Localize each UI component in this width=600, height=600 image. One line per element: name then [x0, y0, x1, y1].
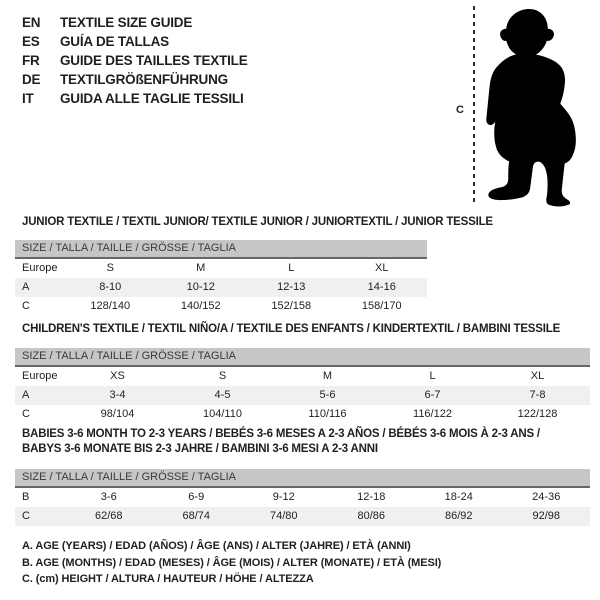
table-row-height: [15, 405, 590, 424]
row-label: Europe: [22, 370, 58, 382]
table-cell: 9-12: [272, 491, 295, 503]
table-title-line2: BABYS 3-6 MONATE BIS 2-3 JAHRE / BAMBINI 3-6 MESI A 2-3 ANNI: [22, 443, 378, 455]
table-cell: L: [429, 370, 436, 382]
table-title-junior: JUNIOR TEXTILE / TEXTIL JUNIOR/ TEXTILE JUNIOR / JUNIORTEXTIL / JUNIOR TESSILE: [22, 216, 493, 228]
row-label: C: [22, 510, 30, 522]
language-header: [22, 13, 248, 108]
table-cell: M: [196, 262, 206, 274]
table-cell: 92/98: [532, 510, 561, 522]
lang-code: IT: [22, 91, 34, 106]
lang-row-de: [22, 70, 248, 89]
table-row-age: [15, 386, 590, 405]
row-label: B: [22, 491, 30, 503]
table-cell: 3-4: [109, 389, 126, 401]
table-cell: 68/74: [182, 510, 211, 522]
table-row-age: [15, 278, 427, 297]
table-cell: 14-16: [367, 281, 396, 293]
table-cell: 98/104: [100, 408, 135, 420]
table-cell: XS: [110, 370, 125, 382]
lang-title: GUIDA ALLE TAGLIE TESSILI: [60, 91, 244, 106]
table-cell: S: [218, 370, 227, 382]
lang-row-es: [22, 32, 248, 51]
table-cell: 104/110: [203, 408, 242, 420]
lang-code: DE: [22, 72, 41, 87]
table-cell: 6-7: [424, 389, 441, 401]
lang-code: EN: [22, 15, 41, 30]
table-cell: 12-18: [357, 491, 386, 503]
lang-row-fr: [22, 51, 248, 70]
table-cell: 24-36: [532, 491, 561, 503]
table-cell: 158/170: [361, 300, 402, 312]
table-title-babies: [22, 427, 540, 457]
legend-notes: [22, 538, 441, 588]
lang-code: ES: [22, 34, 40, 49]
row-label: C: [22, 300, 30, 312]
table-cell: 116/122: [413, 408, 452, 420]
row-label: C: [22, 408, 30, 420]
table-cell: XL: [530, 370, 545, 382]
table-cell: 110/116: [308, 408, 347, 420]
table-cell: 128/140: [90, 300, 131, 312]
row-label: A: [22, 281, 30, 293]
table-cell: 12-13: [277, 281, 306, 293]
table-cell: 3-6: [100, 491, 117, 503]
table-cell: 122/128: [517, 408, 558, 420]
table-row-height: [15, 507, 590, 526]
measurement-figure: [452, 4, 586, 214]
table-row-europe: [15, 259, 427, 278]
size-table-children: [15, 348, 590, 424]
table-cell: 86/92: [444, 510, 473, 522]
table-title-line1: BABIES 3-6 MONTH TO 2-3 YEARS / BEBÉS 3-6 MESES A 2-3 AÑOS / BÉBÉS 3-6 MOIS À 2-3 ANS /: [22, 428, 540, 440]
lang-title: GUIDE DES TAILLES TEXTILE: [60, 53, 248, 68]
row-label: Europe: [22, 262, 58, 274]
table-cell: 6-9: [188, 491, 205, 503]
lang-row-en: [22, 13, 248, 32]
table-cell: 152/158: [271, 300, 312, 312]
lang-title: TEXTILE SIZE GUIDE: [60, 15, 193, 30]
table-cell: M: [322, 370, 333, 382]
note-height-cm: C. (cm) HEIGHT / ALTURA / HAUTEUR / HÖHE / ALTEZZA: [22, 573, 314, 585]
lang-row-it: [22, 89, 248, 108]
table-cell: 18-24: [444, 491, 473, 503]
table-row-months: [15, 488, 590, 507]
table-cell: 62/68: [94, 510, 123, 522]
note-age-years: A. AGE (YEARS) / EDAD (AÑOS) / ÂGE (ANS) / ALTER (JAHRE) / ETÀ (ANNI): [22, 540, 411, 552]
table-cell: 74/80: [269, 510, 298, 522]
table-cell: 10-12: [186, 281, 215, 293]
baby-silhouette-icon: [479, 6, 581, 209]
table-cell: 140/152: [180, 300, 221, 312]
note-age-months: B. AGE (MONTHS) / EDAD (MESES) / ÂGE (MOIS) / ALTER (MONATE) / ETÀ (MESI): [22, 556, 442, 569]
lang-title: TEXTILGRÖßENFÜHRUNG: [60, 72, 228, 87]
lang-title: GUÍA DE TALLAS: [60, 34, 169, 49]
row-label: A: [22, 389, 30, 401]
table-cell: L: [288, 262, 295, 274]
table-cell: 80/86: [357, 510, 386, 522]
table-cell: S: [106, 262, 114, 274]
size-table-junior: [15, 240, 427, 316]
table-title-children: CHILDREN'S TEXTILE / TEXTIL NIÑO/A / TEXTILE DES ENFANTS / KINDERTEXTIL / BAMBINI TESSILE: [22, 323, 561, 335]
table-row-height: [15, 297, 427, 316]
table-cell: 5-6: [319, 389, 336, 401]
table-row-europe: [15, 367, 590, 386]
height-measure-dashed-line: [473, 6, 475, 206]
size-table-babies: [15, 469, 590, 526]
size-table-header: SIZE / TALLA / TAILLE / GRÖSSE / TAGLIA: [15, 240, 427, 259]
table-cell: 8-10: [99, 281, 122, 293]
table-cell: XL: [375, 262, 389, 274]
table-cell: 4-5: [214, 389, 231, 401]
lang-code: FR: [22, 53, 40, 68]
measure-label-c: C: [456, 104, 464, 116]
table-cell: 7-8: [529, 389, 546, 401]
size-table-header: SIZE / TALLA / TAILLE / GRÖSSE / TAGLIA: [15, 469, 590, 488]
size-table-header: SIZE / TALLA / TAILLE / GRÖSSE / TAGLIA: [15, 348, 590, 367]
